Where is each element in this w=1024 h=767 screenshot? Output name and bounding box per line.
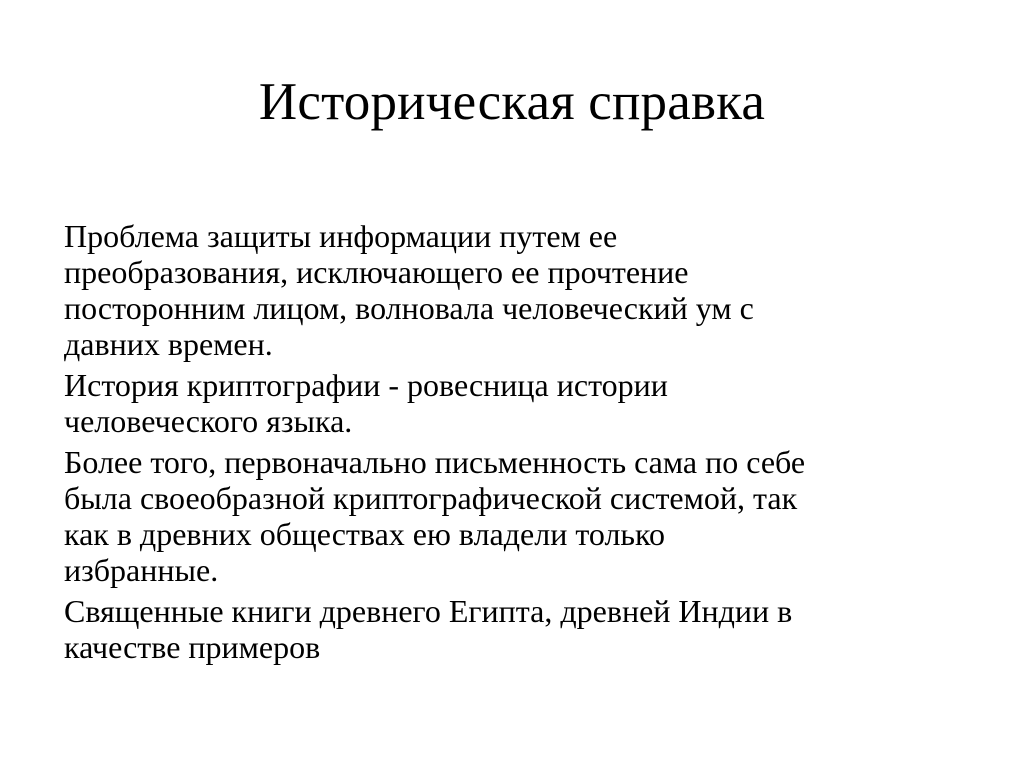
slide-body: [64, 218, 964, 670]
paragraph-writing-as-cipher: Более того, первоначально письменность сама по себе была своеобразной криптографической системой, так как в древних обществах ею владели только избранные.: [64, 444, 806, 588]
paragraph-history-problem: Проблема защиты информации путем ее преобразования, исключающего ее прочтение посторонним лицом, волновала человеческий ум с давних времен.: [64, 218, 754, 362]
paragraph-cryptography-age: История криптографии - ровесница истории человеческого языка.: [64, 367, 668, 439]
slide-title: Историческая справка: [258, 73, 766, 131]
paragraph-sacred-books: Священные книги древнего Египта, древней Индии в качестве примеров: [64, 593, 793, 665]
